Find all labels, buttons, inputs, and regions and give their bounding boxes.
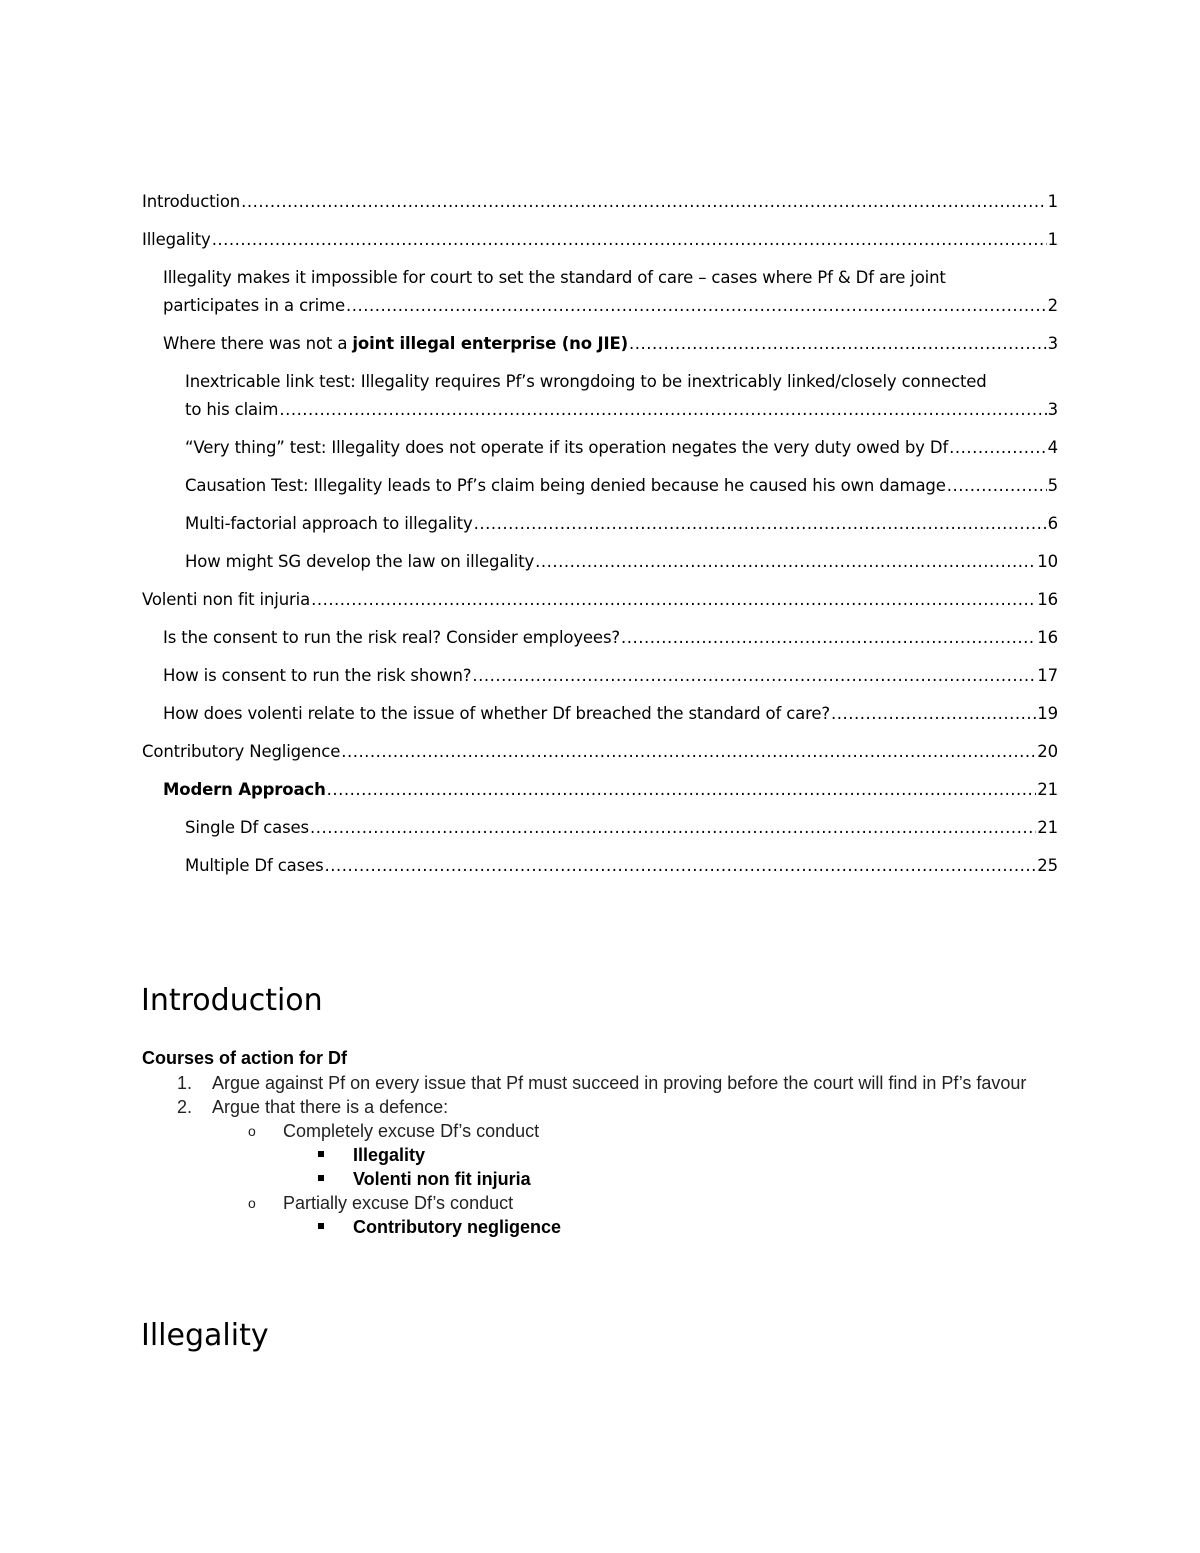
list-item-text: Argue against Pf on every issue that Pf must succeed in proving before the court will find in Pf’s favour [212,1073,1027,1093]
toc-leader-dots [212,226,1047,254]
toc-leader-dots [831,700,1036,728]
toc-leader-dots [472,662,1036,690]
toc-page-number: 21 [1037,818,1058,837]
toc-page-number: 20 [1037,742,1058,761]
toc-page-number: 1 [1047,192,1058,211]
toc-entry-very-thing-test[interactable] [185,434,1058,462]
sub-list-item-text: Partially excuse Df’s conduct [283,1193,514,1213]
list-item-text: Argue that there is a defence: [212,1097,449,1117]
toc-entry-volenti[interactable] [142,586,1058,614]
square-bullet-icon [318,1151,324,1157]
toc-leader-dots [629,330,1047,358]
toc-entry-causation-test[interactable] [185,472,1058,500]
toc-entry-title: How might SG develop the law on illegality [185,552,535,571]
toc-leader-dots [621,624,1036,652]
defence-item-text: Volenti non fit injuria [353,1169,531,1189]
toc-leader-dots [311,586,1036,614]
toc-entry-title: “Very thing” test: Illegality does not operate if its operation negates the very duty owed by Df [185,438,949,457]
toc-entry-introduction[interactable] [142,188,1058,216]
toc-entry-title: Multiple Df cases [185,856,324,875]
toc-entry-contributory-negligence[interactable] [142,738,1058,766]
toc-page-number: 2 [1047,296,1058,315]
toc-entry-sg-develop[interactable] [185,548,1058,576]
toc-entry-title-line1: Inextricable link test: Illegality requires Pf’s wrongdoing to be inextricably linked/closely connected [185,372,987,391]
toc-entry-title: How does volenti relate to the issue of whether Df breached the standard of care? [163,704,830,723]
introduction-heading: Introduction [141,983,323,1018]
toc-leader-dots [949,434,1047,462]
toc-entry-title: Multi-factorial approach to illegality [185,514,473,533]
toc-page-number: 17 [1037,666,1058,685]
toc-page-number: 19 [1037,704,1058,723]
toc-page-number: 5 [1047,476,1058,495]
toc-entry-consent-shown[interactable] [163,662,1058,690]
toc-page-number: 16 [1037,590,1058,609]
list-item [142,1095,1082,1119]
toc-page-number: 6 [1047,514,1058,533]
toc-entry-modern-approach[interactable] [163,776,1058,804]
toc-entry-title: participates in a crime [163,296,345,315]
toc-leader-dots [346,292,1047,320]
toc-page-number: 25 [1037,856,1058,875]
toc-entry-title: Causation Test: Illegality leads to Pf’s claim being denied because he caused his own damage [185,476,946,495]
toc-leader-dots [341,738,1036,766]
toc-leader-dots [310,814,1036,842]
toc-page-number: 3 [1047,400,1058,419]
toc-leader-dots [325,852,1037,880]
sub-list-item [142,1119,1082,1143]
toc-page-number: 10 [1037,552,1058,571]
list-item [142,1071,1082,1095]
table-of-contents [142,188,1058,890]
list-number: 1. [177,1073,193,1093]
toc-entry-title-bold: Modern Approach [163,780,326,799]
toc-entry-title: to his claim [185,400,279,419]
toc-entry-illegality[interactable] [142,226,1058,254]
defence-item-text: Illegality [353,1145,426,1165]
toc-leader-dots [535,548,1036,576]
defence-item-volenti [142,1167,1082,1191]
introduction-section [142,1046,1082,1239]
toc-entry-title-prefix: Where there was not a [163,334,353,353]
toc-entry-inextricable-link[interactable] [185,368,1058,424]
illegality-heading: Illegality [141,1318,269,1353]
toc-entry-title: Volenti non fit injuria [142,590,311,609]
circle-bullet-icon: o [248,1195,256,1211]
toc-entry-multi-factorial[interactable] [185,510,1058,538]
toc-entry-consent-real[interactable] [163,624,1058,652]
toc-leader-dots [474,510,1047,538]
sub-list-item-text: Completely excuse Df’s conduct [283,1121,540,1141]
toc-entry-no-jie[interactable] [163,330,1058,358]
toc-entry-title: Introduction [142,192,241,211]
defence-item-text: Contributory negligence [353,1217,562,1237]
toc-entry-title: Single Df cases [185,818,310,837]
toc-page-number: 4 [1047,438,1058,457]
toc-page-number: 21 [1037,780,1058,799]
list-number: 2. [177,1097,193,1117]
sub-list-item [142,1191,1082,1215]
toc-entry-standard-of-care[interactable] [163,264,1058,320]
square-bullet-icon [318,1223,324,1229]
toc-page-number: 1 [1047,230,1058,249]
toc-leader-dots [947,472,1047,500]
square-bullet-icon [318,1175,324,1181]
toc-entry-multiple-df[interactable] [185,852,1058,880]
toc-entry-volenti-standard-of-care[interactable] [163,700,1058,728]
toc-entry-title-bold: joint illegal enterprise (no JIE) [352,334,628,353]
defence-item-illegality [142,1143,1082,1167]
toc-entry-single-df[interactable] [185,814,1058,842]
toc-entry-title: Contributory Negligence [142,742,341,761]
toc-entry-title [163,330,628,358]
toc-entry-title-line1: Illegality makes it impossible for court to set the standard of care – cases where Pf & Df are joint [163,268,946,287]
toc-entry-title: Is the consent to run the risk real? Consider employees? [163,628,620,647]
toc-page-number: 3 [1047,334,1058,353]
circle-bullet-icon: o [248,1123,256,1139]
toc-leader-dots [279,396,1046,424]
toc-entry-title [163,776,326,804]
toc-leader-dots [241,188,1047,216]
toc-page-number: 16 [1037,628,1058,647]
defence-item-contributory-negligence [142,1215,1082,1239]
toc-entry-title: Illegality [142,230,211,249]
toc-entry-title: How is consent to run the risk shown? [163,666,472,685]
toc-leader-dots [327,776,1037,804]
courses-of-action-subheading: Courses of action for Df [142,1048,348,1068]
